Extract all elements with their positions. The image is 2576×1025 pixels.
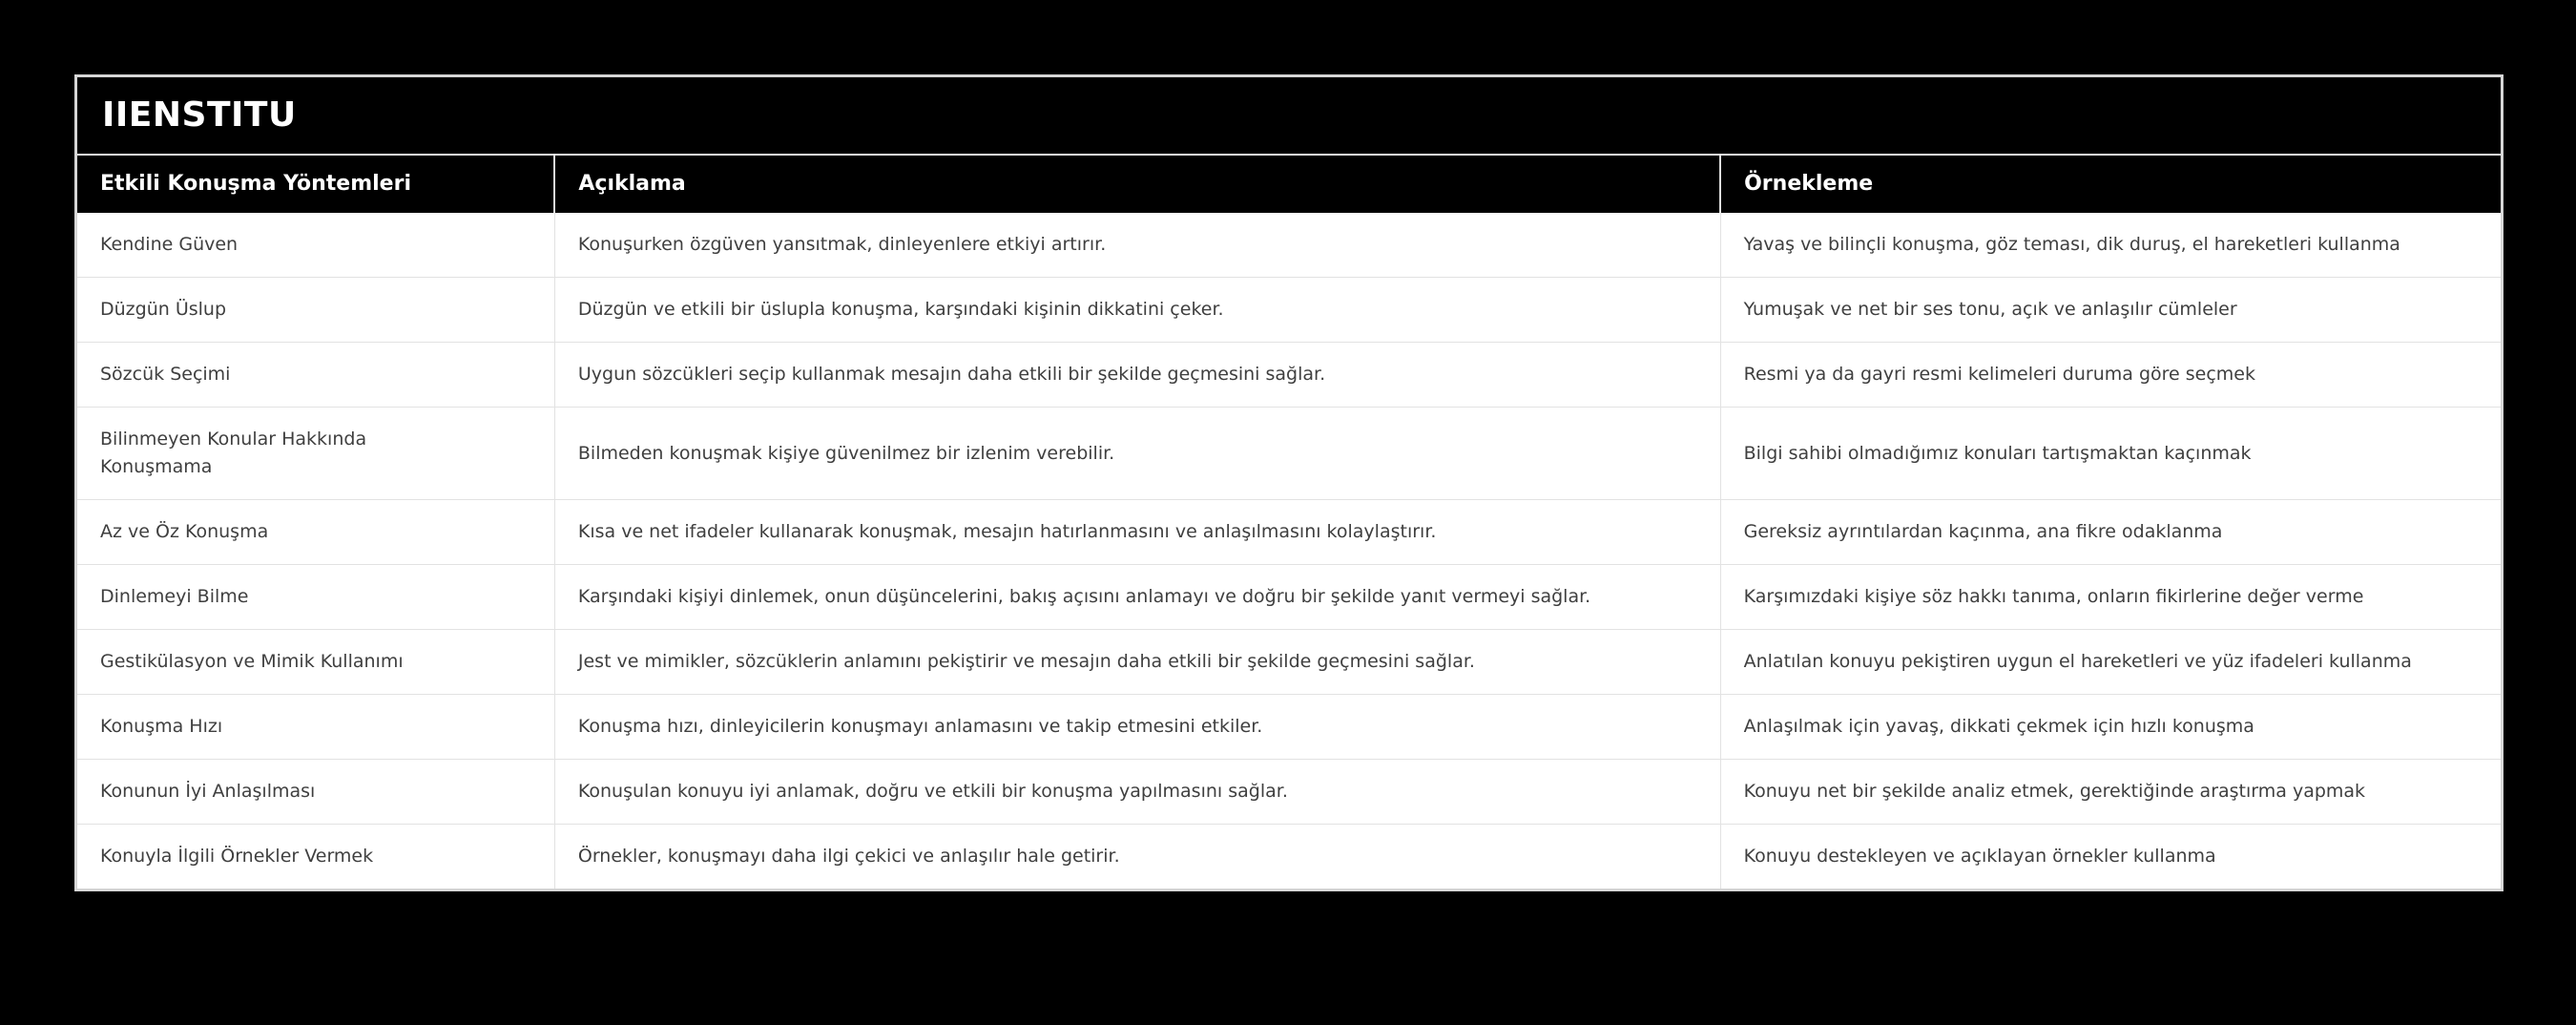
description-cell: Jest ve mimikler, sözcüklerin anlamını pekiştirir ve mesajın daha etkili bir şekilde geçmesini sağlar. [554, 630, 1720, 695]
description-cell: Uygun sözcükleri seçip kullanmak mesajın daha etkili bir şekilde geçmesini sağlar. [554, 343, 1720, 408]
example-cell: Konuyu destekleyen ve açıklayan örnekler kullanma [1720, 825, 2501, 889]
method-cell: Konuşma Hızı [77, 695, 554, 760]
method-cell: Konunun İyi Anlaşılması [77, 760, 554, 825]
table-row [77, 213, 2501, 278]
example-cell: Resmi ya da gayri resmi kelimeleri duruma göre seçmek [1720, 343, 2501, 408]
table-header-row [77, 156, 2501, 213]
description-cell: Kısa ve net ifadeler kullanarak konuşmak, mesajın hatırlanmasını ve anlaşılmasını kolaylaştırır. [554, 500, 1720, 565]
example-cell: Gereksiz ayrıntılardan kaçınma, ana fikre odaklanma [1720, 500, 2501, 565]
table-row [77, 695, 2501, 760]
column-header-methods: Etkili Konuşma Yöntemleri [77, 156, 554, 213]
example-cell: Bilgi sahibi olmadığımız konuları tartışmaktan kaçınmak [1720, 408, 2501, 500]
table-row [77, 630, 2501, 695]
method-cell: Bilinmeyen Konular Hakkında Konuşmama [77, 408, 554, 500]
description-cell: Konuşulan konuyu iyi anlamak, doğru ve etkili bir konuşma yapılmasını sağlar. [554, 760, 1720, 825]
example-cell: Karşımızdaki kişiye söz hakkı tanıma, onların fikirlerine değer verme [1720, 565, 2501, 630]
table-row [77, 408, 2501, 500]
example-cell: Yumuşak ve net bir ses tonu, açık ve anlaşılır cümleler [1720, 278, 2501, 343]
description-cell: Bilmeden konuşmak kişiye güvenilmez bir izlenim verebilir. [554, 408, 1720, 500]
table-row [77, 565, 2501, 630]
description-cell: Karşındaki kişiyi dinlemek, onun düşüncelerini, bakış açısını anlamayı ve doğru bir şekilde yanıt vermeyi sağlar. [554, 565, 1720, 630]
method-cell: Sözcük Seçimi [77, 343, 554, 408]
table-card [74, 74, 2503, 891]
method-cell: Konuyla İlgili Örnekler Vermek [77, 825, 554, 889]
method-cell: Dinlemeyi Bilme [77, 565, 554, 630]
method-cell: Kendine Güven [77, 213, 554, 278]
example-cell: Yavaş ve bilinçli konuşma, göz teması, dik duruş, el hareketleri kullanma [1720, 213, 2501, 278]
speech-methods-table [77, 156, 2501, 889]
table-row [77, 500, 2501, 565]
method-cell: Düzgün Üslup [77, 278, 554, 343]
column-header-description: Açıklama [554, 156, 1720, 213]
description-cell: Konuşurken özgüven yansıtmak, dinleyenlere etkiyi artırır. [554, 213, 1720, 278]
column-header-example: Örnekleme [1720, 156, 2501, 213]
brand-title: IIENSTITU [77, 77, 2501, 156]
method-cell: Az ve Öz Konuşma [77, 500, 554, 565]
example-cell: Anlatılan konuyu pekiştiren uygun el hareketleri ve yüz ifadeleri kullanma [1720, 630, 2501, 695]
table-row [77, 343, 2501, 408]
description-cell: Konuşma hızı, dinleyicilerin konuşmayı anlamasını ve takip etmesini etkiler. [554, 695, 1720, 760]
example-cell: Anlaşılmak için yavaş, dikkati çekmek için hızlı konuşma [1720, 695, 2501, 760]
description-cell: Örnekler, konuşmayı daha ilgi çekici ve anlaşılır hale getirir. [554, 825, 1720, 889]
table-body [77, 213, 2501, 889]
table-row [77, 760, 2501, 825]
table-row [77, 278, 2501, 343]
description-cell: Düzgün ve etkili bir üslupla konuşma, karşındaki kişinin dikkatini çeker. [554, 278, 1720, 343]
example-cell: Konuyu net bir şekilde analiz etmek, gerektiğinde araştırma yapmak [1720, 760, 2501, 825]
method-cell: Gestikülasyon ve Mimik Kullanımı [77, 630, 554, 695]
table-row [77, 825, 2501, 889]
